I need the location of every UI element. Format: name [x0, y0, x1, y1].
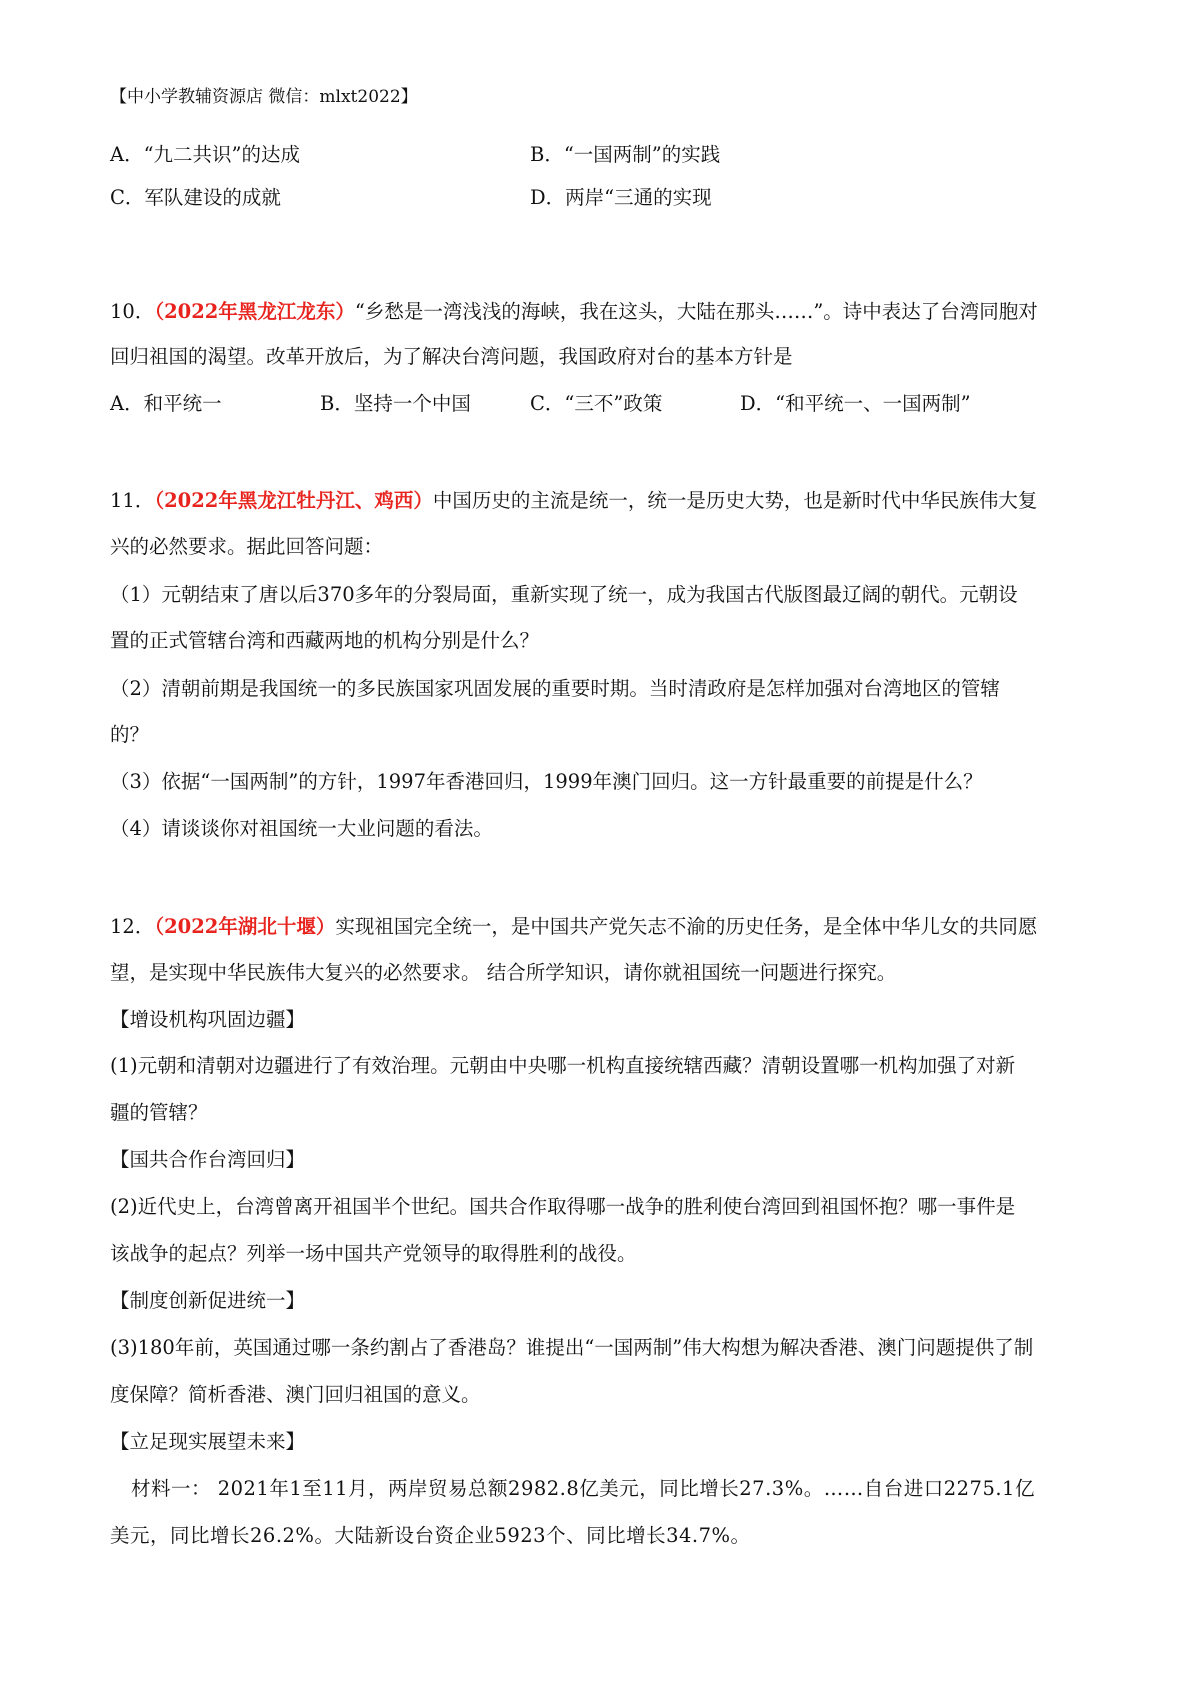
q11-stem-text: 中国历史的主流是统一，统一是历史大势，也是新时代中华民族伟大复 [432, 489, 1038, 512]
q10-stem-line2: 回归祖国的渴望。改革开放后，为了解决台湾问题，我国政府对台的基本方针是 [110, 345, 793, 368]
page-header: 【中小学教辅资源店 微信：mlxt2022】 [110, 87, 418, 107]
q9-option-c: C．军队建设的成就 [110, 186, 281, 209]
q12-part1-line1: (1)元朝和清朝对边疆进行了有效治理。元朝由中央哪一机构直接统辖西藏？清朝设置哪一机构加强了对新 [110, 1054, 1016, 1077]
q12-section-heading-4: 【立足现实展望未来】 [110, 1430, 306, 1453]
q11-stem-line2: 兴的必然要求。据此回答问题： [110, 535, 384, 558]
q10-option-d: D．“和平统一、一国两制” [740, 392, 971, 415]
q12-section-heading-2: 【国共合作台湾回归】 [110, 1148, 306, 1171]
q11-sub1-line2: 置的正式管辖台湾和西藏两地的机构分别是什么？ [110, 629, 540, 652]
q12-stem-line1 [110, 912, 1100, 942]
q9-option-a: A．“九二共识”的达成 [110, 143, 301, 166]
q10-option-a: A．和平统一 [110, 392, 222, 415]
q12-source: （2022年湖北十堰） [154, 915, 336, 938]
q12-part3-line1: (3)180年前，英国通过哪一条约割占了香港岛？谁提出“一国两制”伟大构想为解决香港、澳门问题提供了制 [110, 1336, 1034, 1359]
q11-sub2-line1: （2）清朝前期是我国统一的多民族国家巩固发展的重要时期。当时清政府是怎样加强对台湾地区的管辖 [110, 677, 1000, 700]
q10-stem-line1 [110, 297, 1100, 327]
q9-option-b: B．“一国两制”的实践 [530, 143, 721, 166]
q11-number: 11． [110, 489, 155, 512]
q10-option-b: B．坚持一个中国 [320, 392, 471, 415]
q12-material1-line2: 美元，同比增长26.2%。大陆新设台资企业5923个、同比增长34.7%。 [110, 1524, 751, 1547]
q12-stem-text: 实现祖国完全统一，是中国共产党矢志不渝的历史任务，是全体中华儿女的共同愿 [335, 915, 1038, 938]
q11-sub2-line2: 的？ [110, 723, 150, 746]
q11-sub4: （4）请谈谈你对祖国统一大业问题的看法。 [110, 817, 493, 840]
q10-number: 10． [110, 300, 155, 323]
q10-source: （2022年黑龙江龙东） [154, 300, 355, 323]
q12-section-heading-3: 【制度创新促进统一】 [110, 1289, 306, 1312]
q11-sub1-line1: （1）元朝结束了唐以后370多年的分裂局面，重新实现了统一，成为我国古代版图最辽阔的朝代。元朝设 [110, 583, 1018, 606]
q12-stem-line2: 望，是实现中华民族伟大复兴的必然要求。 结合所学知识，请你就祖国统一问题进行探究。 [110, 961, 897, 984]
q11-source: （2022年黑龙江牡丹江、鸡西） [154, 489, 433, 512]
q12-part3-line2: 度保障？简析香港、澳门回归祖国的意义。 [110, 1383, 481, 1406]
q12-number: 12． [110, 915, 155, 938]
q10-stem-text: “乡愁是一湾浅浅的海峡，我在这头，大陆在那头……”。诗中表达了台湾同胞对 [354, 300, 1038, 323]
q11-sub3: （3）依据“一国两制”的方针，1997年香港回归，1999年澳门回归。这一方针最重要的前提是什么？ [110, 770, 983, 793]
q12-part2-line1: (2)近代史上，台湾曾离开祖国半个世纪。国共合作取得哪一战争的胜利使台湾回到祖国怀抱？哪一事件是 [110, 1195, 1016, 1218]
q12-material1-line1: 材料一： 2021年1至11月，两岸贸易总额2982.8亿美元，同比增长27.3%。……自台进口2275.1亿 [131, 1477, 1035, 1500]
q12-part1-line2: 疆的管辖？ [110, 1101, 208, 1124]
q11-stem-line1 [110, 486, 1100, 516]
q12-part2-line2: 该战争的起点？列举一场中国共产党领导的取得胜利的战役。 [110, 1242, 637, 1265]
q12-section-heading-1: 【增设机构巩固边疆】 [110, 1008, 306, 1031]
q9-option-d: D．两岸“三通的实现 [530, 186, 712, 209]
q10-option-c: C．“三不”政策 [530, 392, 663, 415]
